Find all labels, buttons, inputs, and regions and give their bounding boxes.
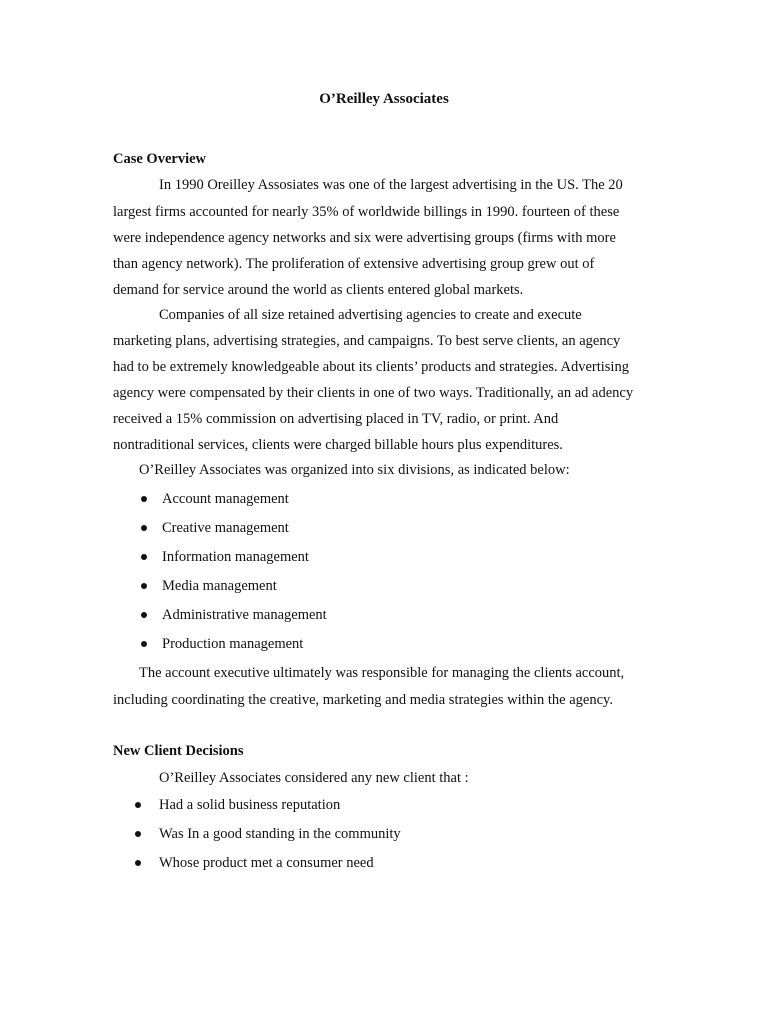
bullet-icon [141, 525, 147, 531]
paragraph-line: nontraditional services, clients were charged billable hours plus expenditures. [113, 437, 563, 453]
paragraph-line: Companies of all size retained advertising agencies to create and execute [159, 307, 582, 323]
page-title: O’Reilley Associates [319, 91, 449, 107]
list-item-label: Had a solid business reputation [159, 797, 341, 813]
list-item-label: Creative management [162, 520, 289, 536]
bullet-icon [141, 641, 147, 647]
paragraph-line: demand for service around the world as clients entered global markets. [113, 282, 524, 298]
list-item-label: Account management [162, 491, 289, 507]
list-item-label: Administrative management [162, 607, 327, 623]
bullet-icon [141, 554, 147, 560]
paragraph-line: including coordinating the creative, marketing and media strategies within the agency. [113, 692, 613, 708]
new-client-heading: New Client Decisions [113, 743, 244, 759]
paragraph-line: largest firms accounted for nearly 35% of worldwide billings in 1990. fourteen of these [113, 204, 620, 220]
paragraph-line: O’Reilley Associates considered any new client that : [159, 770, 469, 786]
paragraph-line: received a 15% commission on advertising placed in TV, radio, or print. And [113, 411, 559, 427]
paragraph-line: marketing plans, advertising strategies, and campaigns. To best serve clients, an agency [113, 333, 621, 349]
list-item-label: Information management [162, 549, 309, 565]
paragraph-line: were independence agency networks and six were advertising groups (firms with more [113, 230, 616, 246]
paragraph-line: agency were compensated by their clients in one of two ways. Traditionally, an ad adency [113, 385, 634, 401]
list-item-label: Media management [162, 578, 277, 594]
bullet-icon [141, 496, 147, 502]
paragraph-line: than agency network). The proliferation of extensive advertising group grew out of [113, 256, 595, 272]
bullet-icon [135, 860, 141, 866]
bullet-icon [141, 612, 147, 618]
bullet-icon [135, 802, 141, 808]
paragraph-line: In 1990 Oreilley Assosiates was one of the largest advertising in the US. The 20 [159, 177, 623, 193]
paragraph-line: The account executive ultimately was responsible for managing the clients account, [139, 665, 625, 681]
paragraph-line: had to be extremely knowledgeable about its clients’ products and strategies. Advertising [113, 359, 629, 375]
list-item-label: Production management [162, 636, 304, 652]
list-item-label: Whose product met a consumer need [159, 855, 374, 871]
list-item-label: Was In a good standing in the community [159, 826, 401, 842]
bullet-icon [135, 831, 141, 837]
bullet-icon [141, 583, 147, 589]
case-overview-heading: Case Overview [113, 151, 207, 167]
paragraph-line: O’Reilley Associates was organized into six divisions, as indicated below: [139, 462, 570, 478]
